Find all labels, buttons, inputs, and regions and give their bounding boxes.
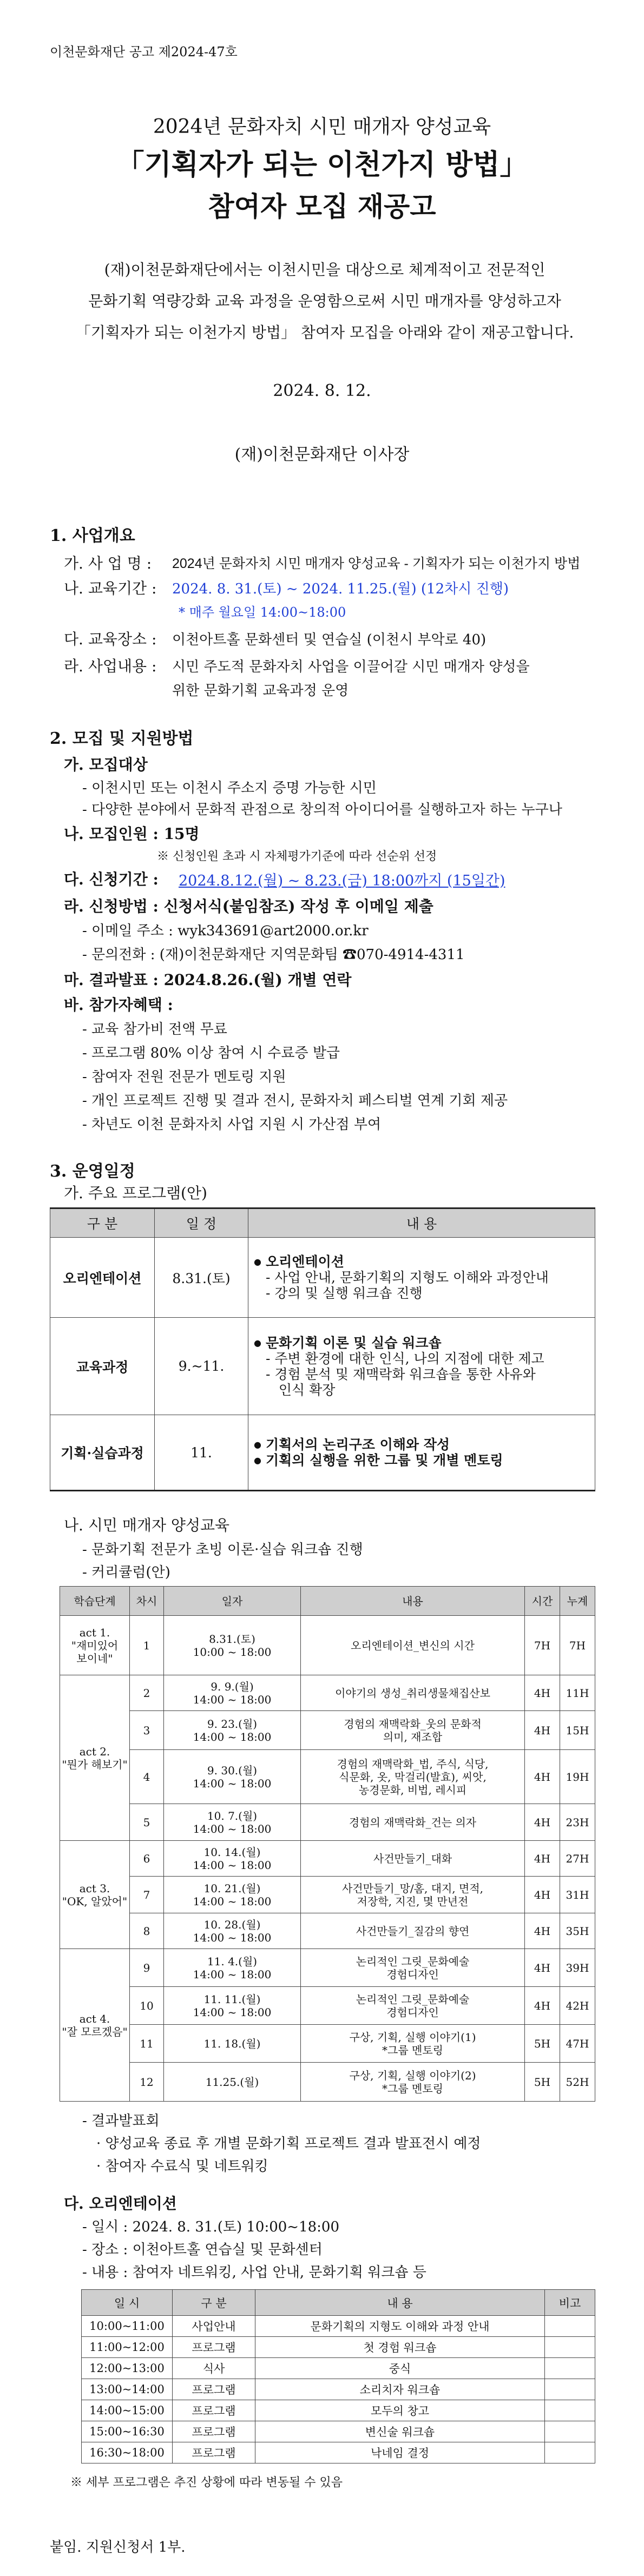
result-item: · 참여자 수료식 및 네트워킹 bbox=[96, 2158, 268, 2175]
s1-da-label: 다. 교육장소 : bbox=[64, 630, 157, 648]
session-hours: 4H bbox=[525, 1675, 560, 1711]
table-header: 차시 bbox=[130, 1587, 164, 1616]
s1-ga-value: 2024년 문화자치 시민 매개자 양성교육 - 기획자가 되는 이천가지 방법 bbox=[172, 556, 581, 571]
orientation-table bbox=[81, 2289, 595, 2463]
session-hours: 4H bbox=[525, 1913, 560, 1949]
program-date: 8.31.(토) bbox=[155, 1238, 248, 1318]
s2-ba-item: - 교육 참가비 전액 무료 bbox=[82, 1021, 227, 1038]
table-row bbox=[82, 2316, 595, 2337]
date-line: 10. 21.(월) bbox=[203, 1881, 261, 1895]
cumulative-hours: 15H bbox=[560, 1711, 595, 1750]
intro-line: (재)이천문화재단에서는 이천시민을 대상으로 체계적이고 전문적인 bbox=[104, 261, 546, 279]
intro-line: 문화기획 역량강화 교육 과정을 운영함으로써 시민 매개자를 양성하고자 bbox=[88, 292, 561, 310]
table-row bbox=[60, 1913, 595, 1949]
table-row bbox=[82, 2379, 595, 2400]
date-line: 8.31.(토) bbox=[209, 1632, 255, 1646]
s2-ra: 라. 신청방법 : 신청서식(붙임참조) 작성 후 이메일 제출 bbox=[64, 897, 433, 915]
content-line: *그룹 멘토링 bbox=[382, 2043, 443, 2057]
main-program-table bbox=[50, 1207, 595, 1491]
act-label: "OK, 알았어" bbox=[62, 1894, 128, 1908]
cumulative-hours: 23H bbox=[560, 1804, 595, 1841]
s2-ba: 바. 참가자혜택 : bbox=[64, 996, 173, 1014]
session-hours: 4H bbox=[525, 1711, 560, 1750]
session-number: 11 bbox=[130, 2025, 164, 2063]
time-line: 14:00 ~ 18:00 bbox=[193, 1894, 272, 1908]
content-line: 오리엔테이션_변신의 시간 bbox=[351, 1639, 475, 1652]
table-row bbox=[60, 1616, 595, 1675]
act-label: act 3. bbox=[79, 1881, 110, 1895]
table-header: 시간 bbox=[525, 1587, 560, 1616]
content-line: 인식 확장 bbox=[266, 1382, 336, 1398]
s2-ra-item: - 문의전화 : (재)이천문화재단 지역문화팀 ☎070-4914-4311 bbox=[82, 947, 465, 963]
cell-content: 낙네임 결정 bbox=[255, 2442, 545, 2463]
table-header: 일자 bbox=[164, 1587, 301, 1616]
date-line: 11. 4.(월) bbox=[207, 1954, 258, 1968]
attachment-note: 붙임. 지원신청서 1부. bbox=[50, 2539, 186, 2555]
session-hours: 4H bbox=[525, 1877, 560, 1913]
cell-time: 10:00~11:00 bbox=[82, 2316, 173, 2337]
date-line: 10. 7.(월) bbox=[207, 1809, 258, 1822]
s1-ga-label: 가. 사 업 명 : bbox=[64, 554, 152, 572]
content-line: 농경문화, 비법, 레시피 bbox=[358, 1783, 467, 1796]
cell-type: 프로그램 bbox=[173, 2337, 255, 2358]
session-hours: 4H bbox=[525, 1804, 560, 1841]
content-line: - 경험 분석 및 재맥락화 워크숍을 통한 사유와 bbox=[266, 1366, 536, 1382]
act-cell bbox=[60, 1949, 130, 2102]
table-row bbox=[50, 1318, 595, 1415]
cell-time: 13:00~14:00 bbox=[82, 2379, 173, 2400]
result-item: - 결과발표회 bbox=[82, 2113, 160, 2129]
table-row bbox=[60, 1804, 595, 1841]
cell-time: 14:00~15:00 bbox=[82, 2400, 173, 2421]
table-row bbox=[60, 1987, 595, 2025]
content-line: - 사업 안내, 문화기획의 지형도 이해와 과정안내 bbox=[266, 1270, 549, 1285]
title-line-3: 참여자 모집 재공고 bbox=[208, 190, 436, 222]
session-content bbox=[301, 2063, 525, 2102]
table-row bbox=[82, 2358, 595, 2379]
session-hours: 5H bbox=[525, 2025, 560, 2063]
s3-da-item: - 일시 : 2024. 8. 31.(토) 10:00~18:00 bbox=[82, 2219, 339, 2235]
cell-time: 16:30~18:00 bbox=[82, 2442, 173, 2463]
date-line: 10. 14.(월) bbox=[203, 1845, 261, 1859]
s2-ma: 마. 결과발표 : 2024.8.26.(월) 개별 연락 bbox=[64, 971, 352, 989]
cell-content: 모두의 창고 bbox=[255, 2400, 545, 2421]
content-heading: ● 오리엔테이션 bbox=[254, 1254, 589, 1270]
s1-ra-label: 라. 사업내용 : bbox=[64, 657, 157, 675]
table-header: 누계 bbox=[560, 1587, 595, 1616]
session-content bbox=[301, 1675, 525, 1711]
session-number: 12 bbox=[130, 2063, 164, 2102]
session-hours: 5H bbox=[525, 2063, 560, 2102]
session-date bbox=[164, 1877, 301, 1913]
table-row bbox=[82, 2421, 595, 2442]
session-content bbox=[301, 1711, 525, 1750]
cumulative-hours: 42H bbox=[560, 1987, 595, 2025]
table-row bbox=[60, 1675, 595, 1711]
content-line: 사건만들기_질감의 향연 bbox=[356, 1924, 470, 1938]
table-row bbox=[50, 1415, 595, 1491]
date-line: 9. 30.(월) bbox=[207, 1763, 258, 1777]
cell-type: 프로그램 bbox=[173, 2379, 255, 2400]
act-label: act 2. bbox=[79, 1745, 110, 1758]
cell-remark bbox=[545, 2421, 595, 2442]
cumulative-hours: 35H bbox=[560, 1913, 595, 1949]
time-line: 14:00 ~ 18:00 bbox=[193, 1822, 272, 1835]
date-line: 11.25.(월) bbox=[205, 2075, 259, 2089]
s3-na-item: - 커리큘럼(안) bbox=[82, 1564, 170, 1581]
cell-type: 프로그램 bbox=[173, 2400, 255, 2421]
table-row bbox=[60, 2025, 595, 2063]
content-line: 경험디자인 bbox=[386, 2005, 439, 2019]
time-line: 14:00 ~ 18:00 bbox=[193, 2005, 272, 2019]
table-header: 내용 bbox=[301, 1587, 525, 1616]
cumulative-hours: 31H bbox=[560, 1877, 595, 1913]
date-line: 9. 23.(월) bbox=[207, 1717, 258, 1730]
session-number: 3 bbox=[130, 1711, 164, 1750]
orientation-note: ※ 세부 프로그램은 추진 상황에 따라 변동될 수 있음 bbox=[70, 2476, 343, 2489]
content-heading: ● 문화기획 이론 및 실습 워크숍 bbox=[254, 1335, 589, 1351]
table-row bbox=[60, 2063, 595, 2102]
session-date bbox=[164, 1913, 301, 1949]
session-number: 2 bbox=[130, 1675, 164, 1711]
notice-date: 2024. 8. 12. bbox=[273, 381, 371, 400]
time-line: 14:00 ~ 18:00 bbox=[193, 1693, 272, 1706]
table-header: 비고 bbox=[545, 2290, 595, 2316]
program-date: 9.~11. bbox=[155, 1318, 248, 1415]
cell-remark bbox=[545, 2358, 595, 2379]
program-content bbox=[248, 1238, 595, 1318]
session-number: 5 bbox=[130, 1804, 164, 1841]
cumulative-hours: 7H bbox=[560, 1616, 595, 1675]
program-type: 교육과정 bbox=[50, 1318, 155, 1415]
time-line: 14:00 ~ 18:00 bbox=[193, 1967, 272, 1981]
program-type: 오리엔테이션 bbox=[50, 1238, 155, 1318]
session-hours: 4H bbox=[525, 1949, 560, 1987]
content-line: 경험의 재맥락화_웃의 문화적 bbox=[344, 1717, 482, 1730]
table-row bbox=[60, 1877, 595, 1913]
table-header: 학습단계 bbox=[60, 1587, 130, 1616]
content-line: 저장학, 지진, 몇 만년전 bbox=[357, 1894, 469, 1908]
program-type: 기획·실습과정 bbox=[50, 1415, 155, 1491]
content-line: 의미, 재조합 bbox=[383, 1730, 443, 1743]
cell-type: 사업안내 bbox=[173, 2316, 255, 2337]
s1-da-value: 이천아트홀 문화센터 및 연습실 (이천시 부악로 40) bbox=[172, 632, 487, 648]
session-number: 1 bbox=[130, 1616, 164, 1675]
session-number: 10 bbox=[130, 1987, 164, 2025]
cell-type: 식사 bbox=[173, 2358, 255, 2379]
table-row bbox=[50, 1238, 595, 1318]
session-hours: 4H bbox=[525, 1841, 560, 1877]
s2-ra-item: - 이메일 주소 : wyk343691@art2000.or.kr bbox=[82, 923, 369, 939]
act-cell bbox=[60, 1616, 130, 1675]
s2-da-value: 2024.8.12.(월) ~ 8.23.(금) 18:00까지 (15일간) bbox=[179, 873, 505, 889]
s3-ga: 가. 주요 프로그램(안) bbox=[64, 1184, 207, 1202]
content-line: 식문화, 옷, 막걸리(발효), 씨앗, bbox=[339, 1770, 487, 1784]
title-line-2: 「기획자가 되는 이천가지 방법」 bbox=[116, 148, 528, 181]
table-row bbox=[82, 2337, 595, 2358]
cumulative-hours: 11H bbox=[560, 1675, 595, 1711]
section-1-title: 1. 사업개요 bbox=[50, 526, 135, 545]
session-date bbox=[164, 1711, 301, 1750]
cell-content: 첫 경험 워크숍 bbox=[255, 2337, 545, 2358]
date-line: 11. 18.(월) bbox=[203, 2037, 261, 2050]
document-number: 이천문화재단 공고 제2024-47호 bbox=[50, 44, 238, 60]
session-number: 7 bbox=[130, 1877, 164, 1913]
session-hours: 4H bbox=[525, 1750, 560, 1804]
session-date bbox=[164, 1750, 301, 1804]
time-line: 10:00 ~ 18:00 bbox=[193, 1645, 272, 1659]
content-line: 경험의 재맥락화_법, 주식, 식당, bbox=[337, 1757, 489, 1771]
session-number: 9 bbox=[130, 1949, 164, 1987]
issuing-organization: (재)이천문화재단 이사장 bbox=[234, 445, 410, 464]
content-line: - 주변 환경에 대한 인식, 나의 지점에 대한 제고 bbox=[266, 1350, 544, 1366]
intro-paragraph bbox=[54, 254, 595, 348]
table-header: 구 분 bbox=[173, 2290, 255, 2316]
session-date bbox=[164, 1675, 301, 1711]
table-header: 내 용 bbox=[255, 2290, 545, 2316]
s2-ba-item: - 프로그램 80% 이상 참여 시 수료증 발급 bbox=[82, 1045, 340, 1061]
cell-time: 12:00~13:00 bbox=[82, 2358, 173, 2379]
content-line: 구상, 기획, 실행 이야기(2) bbox=[349, 2069, 476, 2082]
content-heading: ● 기획의 실행을 위한 그룹 및 개별 멘토링 bbox=[254, 1452, 589, 1468]
cell-type: 프로그램 bbox=[173, 2421, 255, 2442]
table-header: 일 정 bbox=[155, 1208, 248, 1238]
session-date bbox=[164, 1949, 301, 1987]
session-content bbox=[301, 1987, 525, 2025]
act-cell bbox=[60, 1841, 130, 1949]
table-row bbox=[60, 1949, 595, 1987]
act-label: "재미있어 bbox=[71, 1639, 119, 1652]
cell-remark bbox=[545, 2316, 595, 2337]
date-line: 9. 9.(월) bbox=[211, 1680, 254, 1693]
cumulative-hours: 27H bbox=[560, 1841, 595, 1877]
s2-ga: 가. 모집대상 bbox=[64, 756, 148, 774]
table-header: 일 시 bbox=[82, 2290, 173, 2316]
cell-content: 문화기획의 지형도 이해와 과정 안내 bbox=[255, 2316, 545, 2337]
session-content bbox=[301, 1616, 525, 1675]
session-number: 6 bbox=[130, 1841, 164, 1877]
title-line-1: 2024년 문화자치 시민 매개자 양성교육 bbox=[153, 116, 491, 138]
cell-remark bbox=[545, 2337, 595, 2358]
section-3-title: 3. 운영일정 bbox=[50, 1162, 135, 1181]
s2-ba-item: - 참여자 전원 전문가 멘토링 지원 bbox=[82, 1069, 286, 1085]
content-line: 구상, 기획, 실행 이야기(1) bbox=[349, 2030, 476, 2044]
content-heading: ● 기획서의 논리구조 이해와 작성 bbox=[254, 1437, 589, 1452]
session-content bbox=[301, 1804, 525, 1841]
s1-na-note: * 매주 월요일 14:00~18:00 bbox=[179, 605, 346, 620]
cumulative-hours: 47H bbox=[560, 2025, 595, 2063]
session-date bbox=[164, 1616, 301, 1675]
content-line: 사건만들기_망/홈, 대지, 면적, bbox=[341, 1881, 484, 1895]
time-line: 14:00 ~ 18:00 bbox=[193, 1931, 272, 1944]
cell-remark bbox=[545, 2379, 595, 2400]
cumulative-hours: 39H bbox=[560, 1949, 595, 1987]
session-content bbox=[301, 1913, 525, 1949]
content-line: 경험의 재맥락화_건는 의자 bbox=[349, 1815, 477, 1829]
program-date: 11. bbox=[155, 1415, 248, 1491]
s2-ga-item: - 다양한 분야에서 문화적 관점으로 창의적 아이디어를 실행하고자 하는 누구나 bbox=[82, 802, 562, 818]
time-line: 14:00 ~ 18:00 bbox=[193, 1858, 272, 1872]
s2-na-note: ※ 신청인원 초과 시 자체평가기준에 따라 선순위 선정 bbox=[157, 850, 437, 863]
section-2-title: 2. 모집 및 지원방법 bbox=[50, 729, 194, 748]
act-label: act 1. bbox=[79, 1626, 110, 1639]
table-row bbox=[60, 1711, 595, 1750]
session-hours: 7H bbox=[525, 1616, 560, 1675]
cell-remark bbox=[545, 2400, 595, 2421]
content-line: 논리적인 그릿_문화예술 bbox=[356, 1954, 470, 1968]
session-date bbox=[164, 2025, 301, 2063]
session-content bbox=[301, 2025, 525, 2063]
act-label: 보이네" bbox=[76, 1652, 113, 1665]
act-label: act 4. bbox=[79, 2012, 110, 2025]
time-line: 14:00 ~ 18:00 bbox=[193, 1730, 272, 1743]
content-line: 논리적인 그릿_문화예술 bbox=[356, 1992, 470, 2006]
content-line: 사건만들기_대화 bbox=[373, 1852, 452, 1865]
content-line: *그룹 멘토링 bbox=[382, 2082, 443, 2095]
table-header: 구 분 bbox=[50, 1208, 155, 1238]
table-row bbox=[82, 2400, 595, 2421]
table-row bbox=[60, 1750, 595, 1804]
content-line: - 강의 및 실행 워크숍 진행 bbox=[266, 1285, 423, 1301]
session-content bbox=[301, 1841, 525, 1877]
session-content bbox=[301, 1949, 525, 1987]
date-line: 10. 28.(월) bbox=[203, 1918, 261, 1931]
session-number: 4 bbox=[130, 1750, 164, 1804]
cell-content: 중식 bbox=[255, 2358, 545, 2379]
program-content bbox=[248, 1415, 595, 1491]
cell-type: 프로그램 bbox=[173, 2442, 255, 2463]
cumulative-hours: 19H bbox=[560, 1750, 595, 1804]
act-label: "잘 모르겠음" bbox=[62, 2025, 128, 2038]
table-row bbox=[82, 2442, 595, 2463]
cell-remark bbox=[545, 2442, 595, 2463]
program-content bbox=[248, 1318, 595, 1415]
s3-da-item: - 내용 : 참여자 네트워킹, 사업 안내, 문화기획 워크숍 등 bbox=[82, 2264, 426, 2281]
s3-na: 나. 시민 매개자 양성교육 bbox=[64, 1516, 230, 1534]
cell-content: 변신술 워크숍 bbox=[255, 2421, 545, 2442]
table-row bbox=[60, 1841, 595, 1877]
content-line: 이야기의 생성_취리생물채집산보 bbox=[335, 1686, 490, 1700]
act-cell bbox=[60, 1675, 130, 1841]
cell-content: 소리치자 워크숍 bbox=[255, 2379, 545, 2400]
s1-na-label: 나. 교육기간 : bbox=[64, 579, 157, 597]
s2-ba-item: - 차년도 이천 문화자치 사업 지원 시 가산점 부여 bbox=[82, 1117, 382, 1133]
session-date bbox=[164, 1804, 301, 1841]
cell-time: 15:00~16:30 bbox=[82, 2421, 173, 2442]
s1-na-value: 2024. 8. 31.(토) ~ 2024. 11.25.(월) (12차시 진행) bbox=[172, 581, 509, 597]
s3-na-item: - 문화기획 전문가 초빙 이론·실습 워크숍 진행 bbox=[82, 1542, 363, 1558]
session-number: 8 bbox=[130, 1913, 164, 1949]
s2-na: 나. 모집인원 : 15명 bbox=[64, 825, 200, 843]
result-item: · 양성교육 종료 후 개별 문화기획 프로젝트 결과 발표전시 예정 bbox=[96, 2136, 481, 2152]
curriculum-table bbox=[60, 1586, 595, 2102]
session-content bbox=[301, 1750, 525, 1804]
intro-line: 「기획자가 되는 이천가지 방법」 참여자 모집을 아래와 같이 재공고합니다. bbox=[75, 323, 574, 341]
s1-ra-value-1: 시민 주도적 문화자치 사업을 이끌어갈 시민 매개자 양성을 bbox=[172, 659, 530, 675]
act-label: "뭔가 해보기" bbox=[62, 1758, 128, 1771]
session-date bbox=[164, 2063, 301, 2102]
table-header: 내 용 bbox=[248, 1208, 595, 1238]
s3-da-item: - 장소 : 이천아트홀 연습실 및 문화센터 bbox=[82, 2242, 323, 2258]
cell-time: 11:00~12:00 bbox=[82, 2337, 173, 2358]
session-date bbox=[164, 1841, 301, 1877]
s1-ra-value-2: 위한 문화기획 교육과정 운영 bbox=[172, 683, 349, 699]
s2-ga-item: - 이천시민 또는 이천시 주소지 증명 가능한 시민 bbox=[82, 780, 377, 796]
time-line: 14:00 ~ 18:00 bbox=[193, 1776, 272, 1790]
cumulative-hours: 52H bbox=[560, 2063, 595, 2102]
date-line: 11. 11.(월) bbox=[203, 1992, 261, 2006]
s2-da-label: 다. 신청기간 : bbox=[64, 870, 159, 888]
content-line: 경험디자인 bbox=[386, 1967, 439, 1981]
s3-da: 다. 오리엔테이션 bbox=[64, 2195, 177, 2212]
session-hours: 4H bbox=[525, 1987, 560, 2025]
session-date bbox=[164, 1987, 301, 2025]
s2-ba-item: - 개인 프로젝트 진행 및 결과 전시, 문화자치 페스티벌 연계 기회 제공 bbox=[82, 1093, 508, 1109]
session-content bbox=[301, 1877, 525, 1913]
